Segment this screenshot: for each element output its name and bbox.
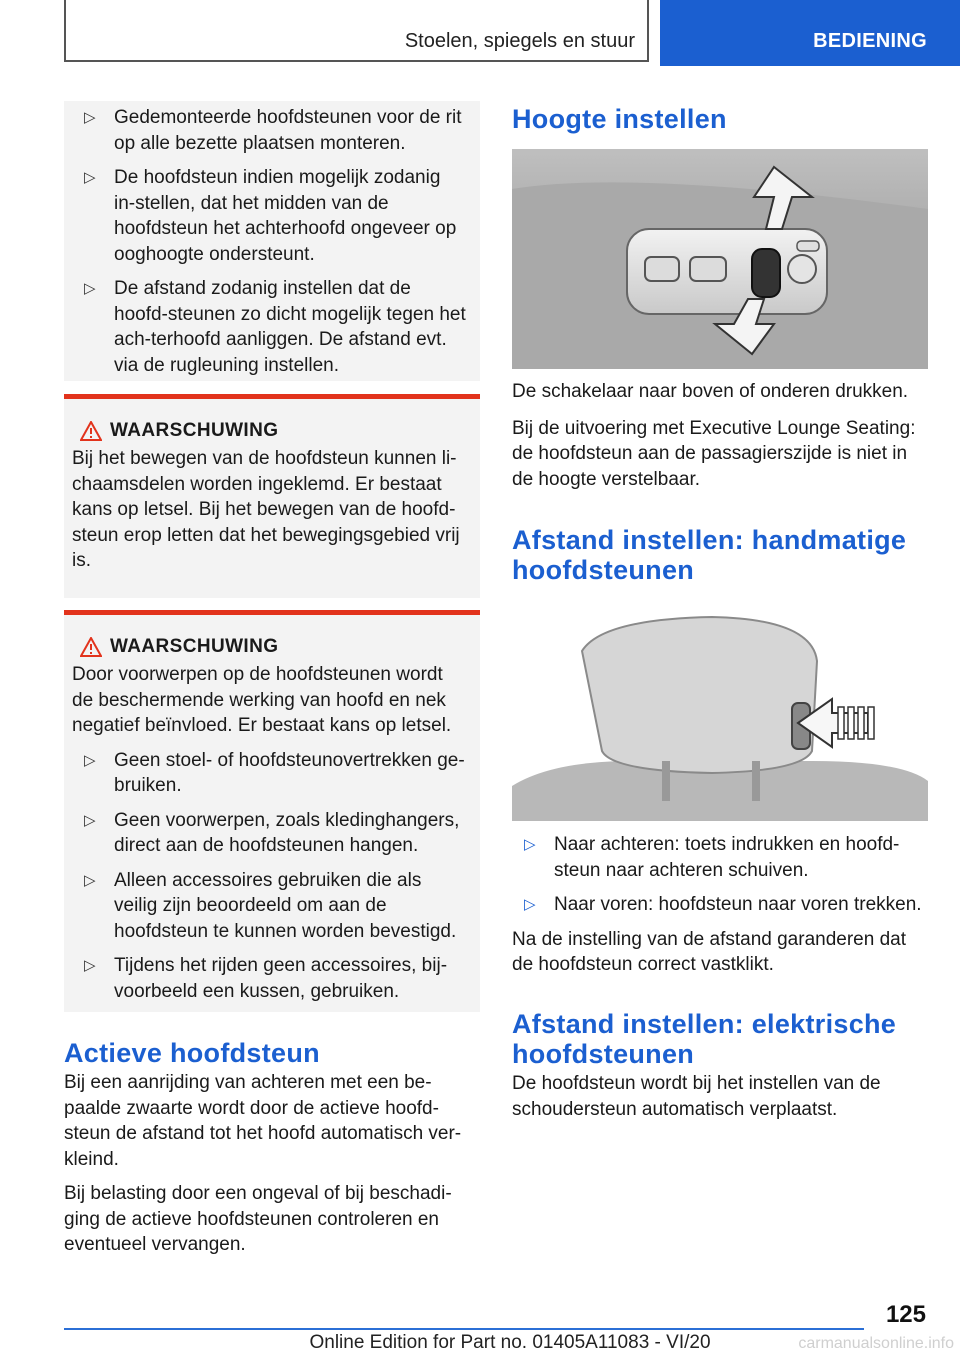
paragraph: Bij een aanrijding van achteren met een be-paalde zwaarte wordt door de actieve hoofd-steun de afstand tot het hoofd automatisch ver-kleind.: [64, 1072, 462, 1170]
section-handmatig-heading: [512, 525, 928, 585]
warning-title: WAARSCHUWING: [72, 420, 466, 446]
triangle-bullet-icon: ▷: [524, 896, 536, 913]
warning-triangle-icon: [80, 637, 102, 657]
tips-list: [72, 105, 466, 378]
list-item: ▷ De afstand zodanig instellen dat de hoofd-steunen zo dicht mogelijk tegen het ach-terhoofd aanliggen. De afstand evt. via de rugleuning instellen.: [84, 278, 466, 376]
warning-box-2: [64, 610, 480, 1012]
section-elektrisch: [512, 1009, 928, 1122]
headrest-illustration: [512, 611, 928, 821]
warning-list: [72, 748, 466, 1005]
section-heading: Afstand instellen: handmatige hoofdsteunen: [512, 525, 907, 585]
triangle-bullet-icon: ▷: [84, 169, 96, 186]
seat-switch-illustration: [512, 149, 928, 369]
list-item: ▷ Gedemonteerde hoofdsteunen voor de rit op alle bezette plaatsen monteren.: [84, 107, 462, 154]
page-number: 125: [885, 1301, 926, 1328]
tips-box: [64, 101, 480, 381]
header-frame: [64, 0, 649, 62]
list-item: ▷ De hoofdsteun indien mogelijk zodanig in-stellen, dat het midden van de hoofdsteun het achterhoofd ongeveer op ooghoogte ondersteunt.: [84, 167, 457, 265]
section-heading: Actieve hoofdsteun: [64, 1038, 320, 1068]
section-heading: Afstand instellen: elektrische hoofdsteunen: [512, 1009, 897, 1069]
warning-text: Door voorwerpen op de hoofdsteunen wordt de beschermende werking van hoofd en nek negatief beïnvloed. Er bestaat kans op letsel.: [72, 664, 452, 736]
warning-title: WAARSCHUWING: [72, 636, 466, 662]
section-actieve-hoofdsteun: [64, 1038, 480, 1258]
triangle-bullet-icon: ▷: [524, 836, 536, 853]
paragraph: Na de instelling van de afstand garanderen dat de hoofdsteun correct vastklikt.: [512, 928, 906, 975]
list-item: ▷ Geen stoel- of hoofdsteunovertrekken ge-bruiken.: [84, 749, 465, 796]
list-item: ▷ Tijdens het rijden geen accessoires, bij-voorbeeld een kussen, gebruiken.: [84, 955, 448, 1002]
handmatig-list: [512, 832, 928, 918]
triangle-bullet-icon: ▷: [84, 957, 96, 974]
list-item: ▷ Alleen accessoires gebruiken die als veilig zijn beoordeeld om aan de hoofdsteun te kunnen worden bevestigd.: [84, 869, 457, 942]
paragraph: De schakelaar naar boven of onderen drukken.: [512, 381, 909, 402]
chapter-tab[interactable]: [660, 0, 960, 66]
section-title: Stoelen, spiegels en stuur: [404, 30, 635, 52]
chapter-tab-label: BEDIENING: [813, 30, 927, 52]
section-hoogte-text: [512, 379, 928, 492]
section-heading: Hoogte instellen: [512, 104, 727, 134]
section-handmatig-text: [512, 832, 928, 978]
paragraph: Bij de uitvoering met Executive Lounge Seating: de hoofdsteun aan de passagierszijde is niet in de hoogte verstelbaar.: [512, 417, 916, 490]
section-hoogte: [512, 104, 928, 134]
list-item: ▷ Naar achteren: toets indrukken en hoofd-steun naar achteren schuiven.: [524, 834, 900, 881]
paragraph: De hoofdsteun wordt bij het instellen van de schoudersteun automatisch verplaatst.: [512, 1073, 881, 1120]
warning-triangle-icon: [80, 421, 102, 441]
list-item: ▷ Naar voren: hoofdsteun naar voren trekken.: [512, 892, 928, 918]
triangle-bullet-icon: ▷: [84, 109, 96, 126]
triangle-bullet-icon: ▷: [84, 751, 96, 769]
warning-bar: [64, 610, 480, 615]
warning-box-1: [64, 394, 480, 598]
footer-edition: Online Edition for Part no. 01405A11083 - VI/20: [309, 1332, 711, 1353]
triangle-bullet-icon: ▷: [84, 811, 96, 829]
paragraph: Bij belasting door een ongeval of bij beschadi-ging de actieve hoofdsteunen controleren en eventueel vervangen.: [64, 1183, 452, 1255]
watermark: carmanualsonline.info: [798, 1335, 954, 1352]
list-item: ▷ Geen voorwerpen, zoals kledinghangers, direct aan de hoofdsteunen hangen.: [84, 809, 460, 856]
footer-rule: [64, 1328, 864, 1330]
warning-text: Bij het bewegen van de hoofdsteun kunnen li-chaamsdelen worden ingeklemd. Er bestaat kans op letsel. Bij het bewegen van de hoofd-steun erop letten dat het bewegingsgebied vrij is.: [72, 448, 460, 571]
warning-bar: [64, 394, 480, 399]
triangle-bullet-icon: ▷: [84, 280, 96, 297]
triangle-bullet-icon: ▷: [84, 871, 96, 889]
